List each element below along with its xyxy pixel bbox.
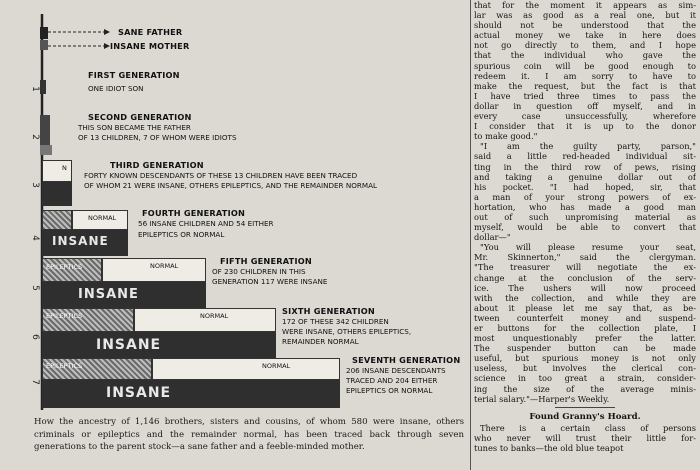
article-line: redeem it. I am sorry to have to — [474, 70, 696, 81]
gen5-heading: FIFTH GENERATION — [220, 256, 312, 266]
article-line: actual money we take in here does — [474, 30, 696, 41]
article-line: ing the size of the average minis- — [474, 383, 696, 394]
article-line: to make good." — [474, 131, 538, 142]
gen6-desc: 172 OF THESE 342 CHILDREN — [282, 317, 389, 326]
gen7-desc: 206 INSANE DESCENDANTS — [346, 366, 446, 375]
gen4-heading: FOURTH GENERATION — [142, 208, 246, 218]
gen6-desc: REMAINDER NORMAL — [282, 337, 359, 346]
column-rule — [470, 0, 471, 470]
gen-number: 5 — [29, 285, 40, 291]
gen-number: 2 — [29, 134, 40, 140]
gen4-desc: 56 INSANE CHILDREN AND 54 EITHER — [138, 219, 274, 228]
gen6-heading: SIXTH GENERATION — [282, 306, 375, 316]
gen7-desc: TRACED AND 204 EITHER — [346, 376, 438, 385]
article-line: useful, but spurious money is not only — [474, 353, 696, 364]
gen2-block — [40, 115, 50, 145]
gen7-insane-label: INSANE — [106, 385, 172, 401]
gen3-normal-bar — [42, 160, 72, 182]
article-line: science in too great a strain, consider- — [474, 373, 696, 384]
article-line: out of such unpromising material as — [474, 211, 696, 222]
article-line: should not be understood that the — [474, 20, 696, 31]
father-arrowhead — [104, 29, 110, 35]
article-line: useless, but involves the clerical con- — [474, 363, 696, 374]
gen7-epileptic-label: EPILEPTICS — [46, 362, 83, 370]
article-line: ting in the third row of pews, rising — [474, 161, 696, 172]
gen7-normal-label: NORMAL — [262, 362, 291, 370]
gen2-desc: THIS SON BECAME THE FATHER — [78, 123, 191, 132]
article-line: that for the moment it appears as sim- — [474, 0, 696, 10]
gen-number: 7 — [29, 379, 40, 385]
gen6-insane-label: INSANE — [96, 337, 162, 353]
gen5-insane-label: INSANE — [78, 287, 139, 302]
article-line: There is a certain class of persons — [480, 422, 696, 433]
gen5-desc: GENERATION 117 WERE INSANE — [212, 277, 328, 286]
father-marker — [40, 27, 48, 39]
article-line: lar was as good as a real one, but it — [474, 10, 696, 21]
gen6-desc: WERE INSANE, OTHERS EPILEPTICS, — [282, 327, 412, 336]
gen1-desc: ONE IDIOT SON — [88, 84, 144, 93]
article-line: about it please let me say that, as be- — [474, 302, 696, 313]
gen-number: 3 — [29, 182, 40, 188]
gen4-epileptic-bar — [42, 210, 72, 230]
article-line: his pocket. "I had hoped, sir, that — [474, 181, 696, 192]
article-line: terial salary."—Harper's Weekly. — [474, 393, 610, 404]
article-line: not go directly to them, and I hope — [474, 40, 696, 51]
article-line: a man of your strong powers of ex- — [474, 191, 696, 202]
article-line: tunes to banks—the old blue teapot — [474, 442, 624, 453]
gen3-desc: FORTY KNOWN DESCENDANTS OF THESE 13 CHILDREN HAVE BEEN TRACED — [84, 171, 358, 180]
section-heading: Found Granny's Hoard. — [529, 411, 641, 422]
article-line: with the collection, and while they are — [474, 292, 696, 303]
article-line: hortation, who has made a good man — [474, 201, 696, 212]
article-line: ice. The ushers will now proceed — [474, 282, 696, 293]
chart-caption: How the ancestry of 1,146 brothers, sisters and cousins, of whom 580 were insane, others criminals or epileptics and the remainder normal, has been traced back through seven generations to the parent stock—a sane father and a feeble-minded mother. — [34, 417, 464, 452]
article-line: dollar—" — [474, 232, 511, 243]
article-line: The suspender button can be made — [474, 343, 696, 354]
article-line: spurious coin will be good enough to — [474, 60, 696, 71]
article-line: every case unsuccessfully, wherefore — [474, 111, 696, 122]
article-line: er buttons for the collection plate, I — [474, 323, 696, 333]
gen-number: 4 — [29, 235, 40, 241]
gen7-heading: SEVENTH GENERATION — [352, 355, 461, 365]
article-line: I consider that it is up to the donor — [474, 121, 696, 132]
article-line: change at the conclusion of the serv- — [474, 272, 696, 283]
gen7-desc: EPILEPTICS OR NORMAL — [346, 386, 433, 395]
article-line: myself, would be able to convert that — [474, 222, 696, 233]
article-line: Mr. Skinnerton," said the clergyman. — [474, 252, 696, 263]
gen1-heading: FIRST GENERATION — [88, 70, 180, 80]
gen4-desc: EPILEPTICS OR NORMAL — [138, 230, 225, 239]
article-line: said a little red-headed individual sit- — [474, 151, 696, 162]
article-line: "I am the guilty party, parson," — [480, 141, 696, 152]
article-line: "The treasurer will negotiate the ex- — [474, 262, 696, 273]
section-separator — [555, 407, 615, 408]
gen3-heading: THIRD GENERATION — [110, 160, 204, 170]
gen3-n-label: N — [62, 164, 67, 172]
gen7-normal-bar — [152, 358, 340, 380]
gen2-block-light — [40, 145, 52, 155]
gen6-normal-label: NORMAL — [200, 312, 229, 320]
gen4-normal-label: NORMAL — [88, 214, 117, 222]
article-body — [474, 0, 696, 404]
gen2-desc: OF 13 CHILDREN, 7 OF WHOM WERE IDIOTS — [78, 133, 237, 142]
article-column — [474, 0, 696, 470]
article-line: and taking a genuine dollar out of — [474, 171, 696, 182]
gen5-epileptic-label: EPILEPTICS — [46, 263, 83, 271]
mother-label: INSANE MOTHER — [110, 41, 190, 51]
gen5-desc: OF 230 CHILDREN IN THIS — [212, 267, 306, 276]
article-line: make the request, but the fact is that — [474, 80, 696, 91]
gen-number: 6 — [29, 334, 40, 340]
gen4-insane-label: INSANE — [52, 234, 109, 248]
gen-number: 1 — [29, 86, 40, 92]
gen1-block — [40, 80, 46, 94]
article-line: tween counterfeit money and suspend- — [474, 312, 696, 323]
father-label: SANE FATHER — [118, 27, 183, 37]
mother-marker — [40, 40, 48, 50]
gen3-desc: OF WHOM 21 WERE INSANE, OTHERS EPILEPTICS, AND THE REMAINDER NORMAL — [84, 181, 377, 190]
article-line: that the individual who gave the — [474, 50, 696, 61]
gen2-heading: SECOND GENERATION — [88, 112, 192, 122]
gen5-normal-label: NORMAL — [150, 262, 179, 270]
article-line: most unquestionably prefer the latter. — [474, 333, 696, 344]
article-line: "You will please resume your seat, — [480, 242, 696, 253]
article-line: I have tried three times to pass the — [474, 90, 696, 101]
gen6-epileptic-label: EPILEPTICS — [46, 312, 83, 320]
article-line: dollar in question off myself, and in — [474, 100, 696, 111]
gen7-insane-bar — [42, 380, 340, 408]
gen3-insane-bar — [42, 182, 72, 206]
article-line: who never will trust their little for- — [474, 432, 696, 443]
section-body — [474, 423, 696, 453]
